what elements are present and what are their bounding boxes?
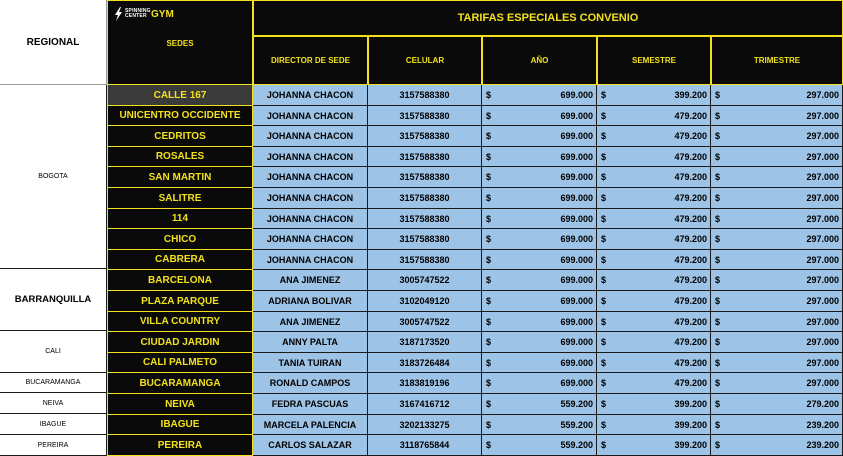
anio-cell <box>482 332 597 353</box>
amount-value: 297.000 <box>806 110 839 121</box>
director-cell: JOHANNA CHACON <box>253 147 368 167</box>
director-cell: JOHANNA CHACON <box>253 250 368 270</box>
amount-value: 699.000 <box>560 316 593 327</box>
celular-cell: 3005747522 <box>368 312 482 332</box>
sede-cell: SAN MARTIN <box>107 167 253 188</box>
director-cell: ANA JIMENEZ <box>253 270 368 291</box>
semestre-cell <box>597 373 711 394</box>
sede-cell: 114 <box>107 209 253 229</box>
semestre-cell <box>597 167 711 188</box>
anio-cell <box>482 373 597 394</box>
anio-cell <box>482 312 597 332</box>
amount-value: 297.000 <box>806 275 839 285</box>
celular-cell: 3157588380 <box>368 167 482 188</box>
amount-value: 559.200 <box>560 419 593 430</box>
celular-cell: 3157588380 <box>368 85 482 106</box>
col-header-director: DIRECTOR DE SEDE <box>253 36 368 85</box>
anio-cell <box>482 147 597 167</box>
trimestre-cell <box>711 188 843 209</box>
semestre-cell <box>597 250 711 270</box>
amount-value: 297.000 <box>806 193 839 203</box>
currency-symbol: $ <box>601 419 607 430</box>
semestre-cell <box>597 435 711 456</box>
trimestre-cell <box>711 106 843 126</box>
currency-symbol: $ <box>715 131 721 141</box>
director-cell: FEDRA PASCUAS <box>253 394 368 415</box>
currency-symbol: $ <box>486 357 492 368</box>
sede-cell: CEDRITOS <box>107 126 253 147</box>
currency-symbol: $ <box>486 254 492 265</box>
sede-cell: CALLE 167 <box>107 85 253 106</box>
currency-symbol: $ <box>601 399 607 409</box>
currency-symbol: $ <box>601 213 607 224</box>
currency-symbol: $ <box>486 378 492 388</box>
anio-cell <box>482 415 597 435</box>
amount-value: 297.000 <box>806 254 839 265</box>
amount-value: 239.200 <box>806 419 839 430</box>
celular-cell: 3118765844 <box>368 435 482 456</box>
amount-value: 699.000 <box>560 193 593 203</box>
director-cell: JOHANNA CHACON <box>253 126 368 147</box>
celular-cell: 3187173520 <box>368 332 482 353</box>
celular-cell: 3102049120 <box>368 291 482 312</box>
currency-symbol: $ <box>486 131 492 141</box>
semestre-cell <box>597 85 711 106</box>
spinning-logo-icon <box>114 7 123 21</box>
celular-cell: 3183819196 <box>368 373 482 394</box>
amount-value: 479.200 <box>674 316 707 327</box>
region-cell: NEIVA <box>0 393 107 414</box>
trimestre-cell <box>711 373 843 394</box>
semestre-cell <box>597 188 711 209</box>
currency-symbol: $ <box>715 337 721 347</box>
amount-value: 297.000 <box>806 296 839 306</box>
semestre-cell <box>597 312 711 332</box>
anio-cell <box>482 270 597 291</box>
amount-value: 297.000 <box>806 234 839 244</box>
sede-cell: NEIVA <box>107 394 253 415</box>
amount-value: 297.000 <box>806 378 839 388</box>
semestre-cell <box>597 394 711 415</box>
amount-value: 239.200 <box>806 440 839 450</box>
currency-symbol: $ <box>486 419 492 430</box>
trimestre-cell <box>711 270 843 291</box>
region-cell: BUCARAMANGA <box>0 373 107 393</box>
sede-cell: SALITRE <box>107 188 253 209</box>
anio-cell <box>482 167 597 188</box>
celular-cell: 3157588380 <box>368 250 482 270</box>
region-cell: CALI <box>0 331 107 373</box>
currency-symbol: $ <box>486 316 492 327</box>
sede-cell: ROSALES <box>107 147 253 167</box>
celular-cell: 3157588380 <box>368 188 482 209</box>
director-cell: ADRIANA BOLIVAR <box>253 291 368 312</box>
sede-cell: CABRERA <box>107 250 253 270</box>
amount-value: 297.000 <box>806 337 839 347</box>
currency-symbol: $ <box>601 316 607 327</box>
semestre-cell <box>597 415 711 435</box>
amount-value: 479.200 <box>674 378 707 388</box>
currency-symbol: $ <box>715 213 721 224</box>
sede-cell: UNICENTRO OCCIDENTE <box>107 106 253 126</box>
amount-value: 479.200 <box>674 357 707 368</box>
celular-cell: 3183726484 <box>368 353 482 373</box>
anio-cell <box>482 188 597 209</box>
sede-cell: VILLA COUNTRY <box>107 312 253 332</box>
amount-value: 399.200 <box>674 440 707 450</box>
sede-cell: CIUDAD JARDIN <box>107 332 253 353</box>
amount-value: 699.000 <box>560 131 593 141</box>
amount-value: 699.000 <box>560 151 593 162</box>
currency-symbol: $ <box>601 90 607 100</box>
currency-symbol: $ <box>601 357 607 368</box>
celular-cell: 3005747522 <box>368 270 482 291</box>
trimestre-cell <box>711 291 843 312</box>
director-cell: ANNY PALTA <box>253 332 368 353</box>
amount-value: 297.000 <box>806 213 839 224</box>
amount-value: 297.000 <box>806 316 839 327</box>
anio-cell <box>482 394 597 415</box>
trimestre-cell <box>711 415 843 435</box>
sede-cell: CHICO <box>107 229 253 250</box>
col-header-anio: AÑO <box>482 36 597 85</box>
sede-cell: BUCARAMANGA <box>107 373 253 394</box>
currency-symbol: $ <box>601 296 607 306</box>
celular-cell: 3157588380 <box>368 229 482 250</box>
amount-value: 699.000 <box>560 172 593 182</box>
director-cell: JOHANNA CHACON <box>253 188 368 209</box>
currency-symbol: $ <box>601 440 607 450</box>
amount-value: 279.200 <box>806 399 839 409</box>
currency-symbol: $ <box>486 337 492 347</box>
trimestre-cell <box>711 147 843 167</box>
amount-value: 699.000 <box>560 337 593 347</box>
trimestre-cell <box>711 353 843 373</box>
currency-symbol: $ <box>486 440 492 450</box>
amount-value: 699.000 <box>560 296 593 306</box>
amount-value: 699.000 <box>560 110 593 121</box>
celular-cell: 3167416712 <box>368 394 482 415</box>
director-cell: CARLOS SALAZAR <box>253 435 368 456</box>
amount-value: 699.000 <box>560 213 593 224</box>
amount-value: 297.000 <box>806 131 839 141</box>
celular-cell: 3202133275 <box>368 415 482 435</box>
amount-value: 479.200 <box>674 131 707 141</box>
trimestre-cell <box>711 250 843 270</box>
semestre-cell <box>597 126 711 147</box>
currency-symbol: $ <box>715 275 721 285</box>
currency-symbol: $ <box>715 234 721 244</box>
amount-value: 479.200 <box>674 234 707 244</box>
region-cell: IBAGUE <box>0 414 107 435</box>
amount-value: 479.200 <box>674 275 707 285</box>
region-cell: BOGOTA <box>0 85 107 269</box>
currency-symbol: $ <box>486 275 492 285</box>
currency-symbol: $ <box>486 296 492 306</box>
currency-symbol: $ <box>486 399 492 409</box>
amount-value: 479.200 <box>674 193 707 203</box>
trimestre-cell <box>711 229 843 250</box>
amount-value: 559.200 <box>560 440 593 450</box>
trimestre-cell <box>711 167 843 188</box>
amount-value: 699.000 <box>560 234 593 244</box>
currency-symbol: $ <box>601 110 607 121</box>
celular-cell: 3157588380 <box>368 209 482 229</box>
sede-cell: PEREIRA <box>107 435 253 456</box>
col-header-semestre: SEMESTRE <box>597 36 711 85</box>
currency-symbol: $ <box>715 151 721 162</box>
semestre-cell <box>597 270 711 291</box>
currency-symbol: $ <box>715 296 721 306</box>
semestre-cell <box>597 209 711 229</box>
amount-value: 399.200 <box>674 399 707 409</box>
currency-symbol: $ <box>601 275 607 285</box>
amount-value: 297.000 <box>806 90 839 100</box>
trimestre-cell <box>711 332 843 353</box>
currency-symbol: $ <box>486 90 492 100</box>
anio-cell <box>482 229 597 250</box>
anio-cell <box>482 291 597 312</box>
amount-value: 399.200 <box>674 419 707 430</box>
amount-value: 479.200 <box>674 213 707 224</box>
sede-cell: PLAZA PARQUE <box>107 291 253 312</box>
currency-symbol: $ <box>486 213 492 224</box>
currency-symbol: $ <box>715 419 721 430</box>
anio-cell <box>482 435 597 456</box>
trimestre-cell <box>711 312 843 332</box>
currency-symbol: $ <box>715 193 721 203</box>
amount-value: 479.200 <box>674 254 707 265</box>
sede-cell: CALI PALMETO <box>107 353 253 373</box>
trimestre-cell <box>711 394 843 415</box>
currency-symbol: $ <box>715 254 721 265</box>
currency-symbol: $ <box>601 151 607 162</box>
anio-cell <box>482 250 597 270</box>
amount-value: 479.200 <box>674 151 707 162</box>
trimestre-cell <box>711 126 843 147</box>
trimestre-cell <box>711 209 843 229</box>
celular-cell: 3157588380 <box>368 147 482 167</box>
currency-symbol: $ <box>486 193 492 203</box>
currency-symbol: $ <box>715 110 721 121</box>
director-cell: MARCELA PALENCIA <box>253 415 368 435</box>
amount-value: 699.000 <box>560 275 593 285</box>
director-cell: JOHANNA CHACON <box>253 106 368 126</box>
sedes-header: SEDES <box>107 0 253 85</box>
currency-symbol: $ <box>715 440 721 450</box>
amount-value: 297.000 <box>806 151 839 162</box>
semestre-cell <box>597 106 711 126</box>
semestre-cell <box>597 147 711 167</box>
logo-small-text: SPINNING CENTER <box>125 8 151 19</box>
semestre-cell <box>597 291 711 312</box>
currency-symbol: $ <box>601 254 607 265</box>
director-cell: JOHANNA CHACON <box>253 229 368 250</box>
trimestre-cell <box>711 435 843 456</box>
currency-symbol: $ <box>715 172 721 182</box>
director-cell: ANA JIMENEZ <box>253 312 368 332</box>
amount-value: 559.200 <box>560 399 593 409</box>
currency-symbol: $ <box>715 357 721 368</box>
anio-cell <box>482 106 597 126</box>
celular-cell: 3157588380 <box>368 126 482 147</box>
currency-symbol: $ <box>715 378 721 388</box>
region-cell: PEREIRA <box>0 435 107 456</box>
currency-symbol: $ <box>601 337 607 347</box>
sede-cell: IBAGUE <box>107 415 253 435</box>
anio-cell <box>482 126 597 147</box>
currency-symbol: $ <box>601 234 607 244</box>
spinning-center-gym-logo <box>114 5 184 23</box>
col-header-celular: CELULAR <box>368 36 482 85</box>
amount-value: 699.000 <box>560 90 593 100</box>
logo-gym-text: GYM <box>151 8 174 20</box>
director-cell: TANIA TUIRAN <box>253 353 368 373</box>
amount-value: 699.000 <box>560 254 593 265</box>
semestre-cell <box>597 229 711 250</box>
amount-value: 699.000 <box>560 378 593 388</box>
amount-value: 297.000 <box>806 172 839 182</box>
amount-value: 699.000 <box>560 357 593 368</box>
currency-symbol: $ <box>486 110 492 121</box>
amount-value: 297.000 <box>806 357 839 368</box>
trimestre-cell <box>711 85 843 106</box>
currency-symbol: $ <box>715 90 721 100</box>
amount-value: 479.200 <box>674 172 707 182</box>
director-cell: JOHANNA CHACON <box>253 209 368 229</box>
currency-symbol: $ <box>486 172 492 182</box>
anio-cell <box>482 353 597 373</box>
semestre-cell <box>597 332 711 353</box>
director-cell: RONALD CAMPOS <box>253 373 368 394</box>
col-header-trimestre: TRIMESTRE <box>711 36 843 85</box>
tarifas-title: TARIFAS ESPECIALES CONVENIO <box>253 0 843 36</box>
anio-cell <box>482 85 597 106</box>
amount-value: 399.200 <box>674 90 707 100</box>
anio-cell <box>482 209 597 229</box>
regional-header: REGIONAL <box>0 0 107 85</box>
region-cell: BARRANQUILLA <box>0 269 107 331</box>
semestre-cell <box>597 353 711 373</box>
currency-symbol: $ <box>601 193 607 203</box>
currency-symbol: $ <box>601 172 607 182</box>
currency-symbol: $ <box>601 378 607 388</box>
currency-symbol: $ <box>715 316 721 327</box>
currency-symbol: $ <box>486 151 492 162</box>
currency-symbol: $ <box>486 234 492 244</box>
director-cell: JOHANNA CHACON <box>253 167 368 188</box>
amount-value: 479.200 <box>674 110 707 121</box>
amount-value: 479.200 <box>674 296 707 306</box>
sede-cell: BARCELONA <box>107 270 253 291</box>
currency-symbol: $ <box>601 131 607 141</box>
director-cell: JOHANNA CHACON <box>253 85 368 106</box>
amount-value: 479.200 <box>674 337 707 347</box>
celular-cell: 3157588380 <box>368 106 482 126</box>
currency-symbol: $ <box>715 399 721 409</box>
